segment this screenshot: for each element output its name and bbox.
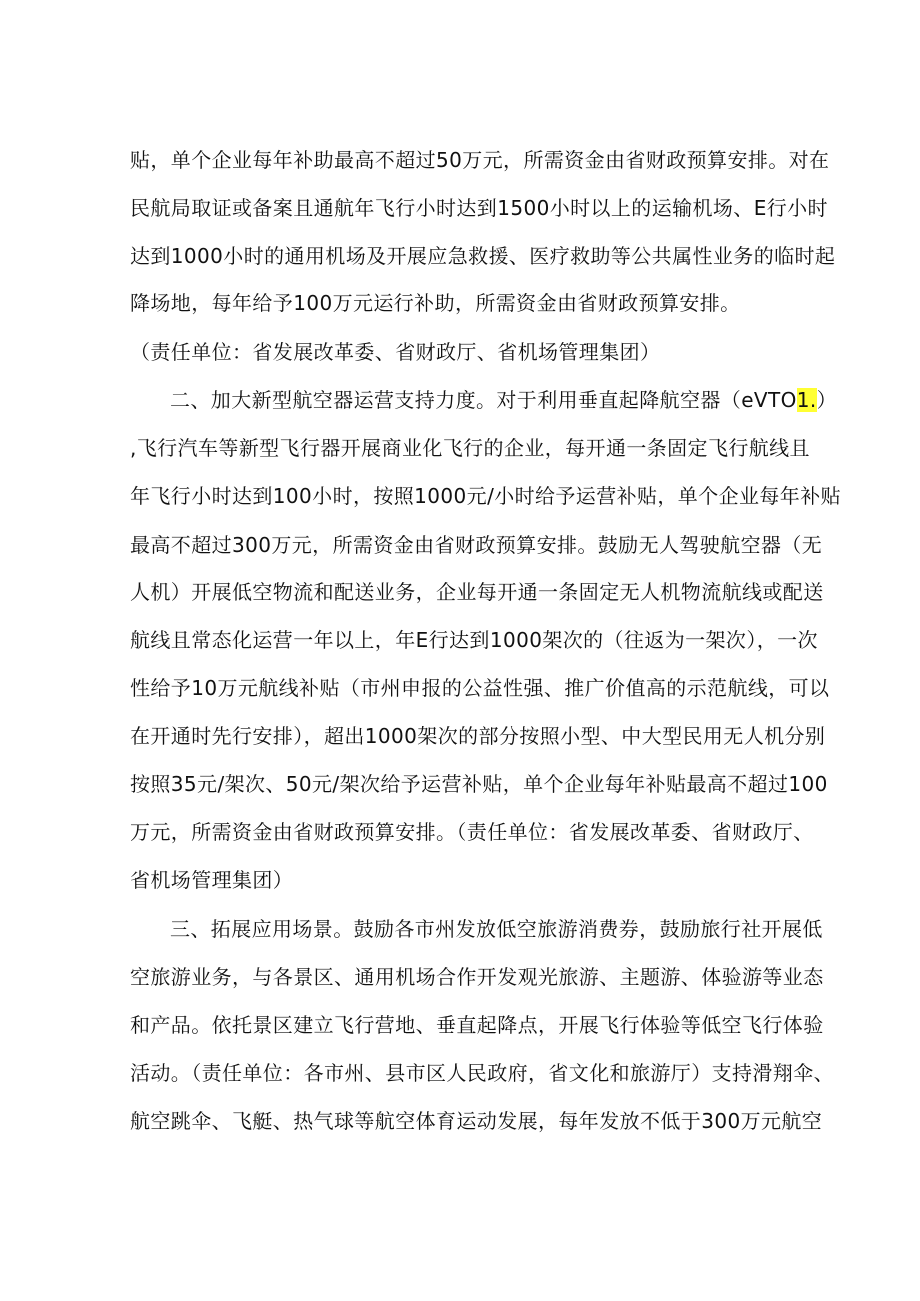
paragraph-heading-line <box>170 386 837 414</box>
text-line: 二、加大新型航空器运营支持力度。对于利用垂直起降航空器（eVTO <box>170 388 797 412</box>
text-line: 最高不超过300万元，所需资金由省财政预算安排。鼓励无人驾驶航空器（无 <box>130 533 823 557</box>
text-line: 达到1000小时的通用机场及开展应急救援、医疗救助等公共属性业务的临时起 <box>130 244 836 268</box>
text-line: 省机场管理集团） <box>130 868 294 892</box>
text-line: 万元，所需资金由省财政预算安排。（责任单位：省发展改革委、省财政厅、 <box>130 820 814 844</box>
text-line: 按照35元/架次、50元/架次给予运营补贴，单个企业每年补贴最高不超过100 <box>130 772 828 796</box>
text-line: ,飞行汽车等新型飞行器开展商业化飞行的企业，每开通一条固定飞行航线且 <box>130 436 810 460</box>
text-line: 降场地，每年给予100万元运行补助，所需资金由省财政预算安排。 <box>130 291 741 315</box>
text-line: 性给予10万元航线补贴（市州申报的公益性强、推广价值高的示范航线，可以 <box>130 676 830 700</box>
text-line: 三、拓展应用场景。鼓励各市州发放低空旅游消费券，鼓励旅行社开展低 <box>170 917 823 941</box>
text-line: 和产品。依托景区建立飞行营地、垂直起降点，开展飞行体验等低空飞行体验 <box>130 1013 824 1037</box>
text-line: 在开通时先行安排），超出1000架次的部分按照小型、中大型民用无人机分别 <box>130 724 826 748</box>
text-line: 民航局取证或备案且通航年飞行小时达到1500小时以上的运输机场、E行小时 <box>130 196 828 220</box>
text-line: 贴，单个企业每年补助最高不超过50万元，所需资金由省财政预算安排。对在 <box>130 148 830 172</box>
text-line: 人机）开展低空物流和配送业务，企业每开通一条固定无人机物流航线或配送 <box>130 580 824 604</box>
highlighted-text: 1. <box>796 388 817 412</box>
text-line: （责任单位：省发展改革委、省财政厅、省机场管理集团） <box>130 340 661 364</box>
text-line: 航线且常态化运营一年以上，年E行达到1000架次的（往返为一架次），一次 <box>130 628 818 652</box>
text-line: 年飞行小时达到100小时，按照1000元/小时给予运营补贴，单个企业每年补贴 <box>130 484 842 508</box>
text-line: 活动。（责任单位：各市州、县市区人民政府，省文化和旅游厅）支持滑翔伞、 <box>130 1061 834 1085</box>
text-fragment: ） <box>816 388 838 412</box>
text-line: 航空跳伞、飞艇、热气球等航空体育运动发展，每年发放不低于300万元航空 <box>130 1109 823 1133</box>
text-line: 空旅游业务，与各景区、通用机场合作开发观光旅游、主题游、体验游等业态 <box>130 965 824 989</box>
